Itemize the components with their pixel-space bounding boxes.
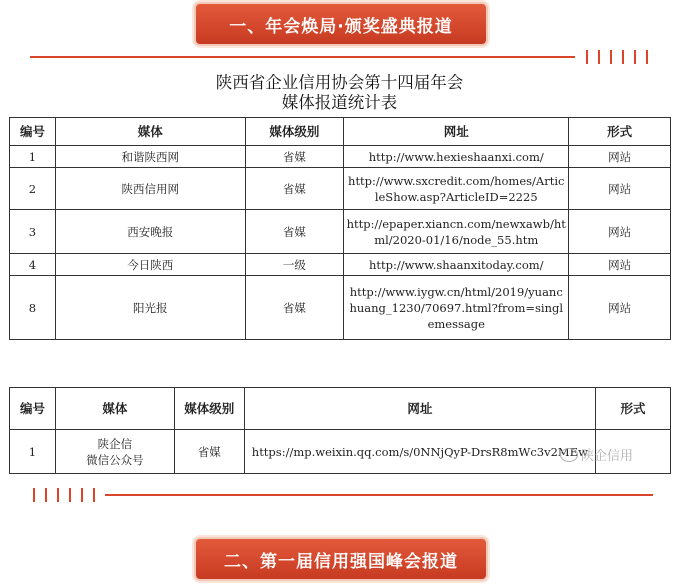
cell-form: 网站 <box>569 254 671 276</box>
table-row <box>10 276 671 340</box>
cell-form: 网站 <box>569 210 671 254</box>
watermark <box>560 445 633 464</box>
header-form: 形式 <box>569 118 671 146</box>
cell-url: http://www.hexieshaanxi.com/ <box>344 146 569 168</box>
cell-number: 8 <box>10 276 56 340</box>
wechat-icon <box>560 448 578 462</box>
header-media-level: 媒体级别 <box>174 388 244 430</box>
cell-form: 网站 <box>569 168 671 210</box>
cell-level: 一级 <box>245 254 344 276</box>
table-row <box>10 146 671 168</box>
cell-form: 网站 <box>569 276 671 340</box>
section-banner-annual-meeting <box>194 2 488 46</box>
cell-media: 阳光报 <box>55 276 245 340</box>
table-row <box>10 254 671 276</box>
decorative-divider <box>30 50 650 64</box>
cell-number: 3 <box>10 210 56 254</box>
cell-media: 和谐陕西网 <box>55 146 245 168</box>
cell-media: 西安晚报 <box>55 210 245 254</box>
decorative-divider <box>33 488 653 502</box>
section-banner-credit-summit <box>194 537 488 581</box>
cell-level: 省媒 <box>174 430 244 474</box>
cell-number: 2 <box>10 168 56 210</box>
watermark-text: 陕企信用 <box>581 449 634 464</box>
header-media-level: 媒体级别 <box>245 118 344 146</box>
cell-level: 省媒 <box>245 210 344 254</box>
cell-level: 省媒 <box>245 276 344 340</box>
cell-url: http://www.shaanxitoday.com/ <box>344 254 569 276</box>
section-title: 二、第一届信用强国峰会报道 <box>224 551 458 572</box>
section-title: 一、年会焕局·颁奖盛典报道 <box>229 16 453 37</box>
table-header-row <box>10 118 671 146</box>
header-media: 媒体 <box>55 118 245 146</box>
media-name: 陕企信 <box>97 436 133 451</box>
media-report-table <box>9 117 671 340</box>
cell-level: 省媒 <box>245 168 344 210</box>
cell-url: http://www.iygw.cn/html/2019/yuanchuang_1230/70697.html?from=singlemessage <box>344 276 569 340</box>
cell-number: 1 <box>10 430 56 474</box>
document-title: 陕西省企业信用协会第十四届年会 <box>215 73 464 92</box>
cell-url: http://epaper.xiancn.com/newxawb/html/2020-01/16/node_55.htm <box>344 210 569 254</box>
header-url: 网址 <box>244 388 595 430</box>
cell-number: 4 <box>10 254 56 276</box>
cell-media: 今日陕西 <box>55 254 245 276</box>
cell-media <box>55 430 174 474</box>
header-number: 编号 <box>10 118 56 146</box>
cell-number: 1 <box>10 146 56 168</box>
cell-level: 省媒 <box>245 146 344 168</box>
header-url: 网址 <box>344 118 569 146</box>
cell-url: https://mp.weixin.qq.com/s/0NNjQyP-DrsR8mWc3v2MEw <box>244 430 595 474</box>
document-subtitle: 媒体报道统计表 <box>281 93 398 112</box>
table-row <box>10 210 671 254</box>
header-number: 编号 <box>10 388 56 430</box>
header-form: 形式 <box>596 388 671 430</box>
header-media: 媒体 <box>55 388 174 430</box>
cell-media: 陕西信用网 <box>55 168 245 210</box>
cell-url: http://www.sxcredit.com/homes/ArticleShow.asp?ArticleID=2225 <box>344 168 569 210</box>
table-header-row <box>10 388 671 430</box>
table-row <box>10 168 671 210</box>
cell-form: 网站 <box>569 146 671 168</box>
media-type: 微信公众号 <box>86 452 144 467</box>
